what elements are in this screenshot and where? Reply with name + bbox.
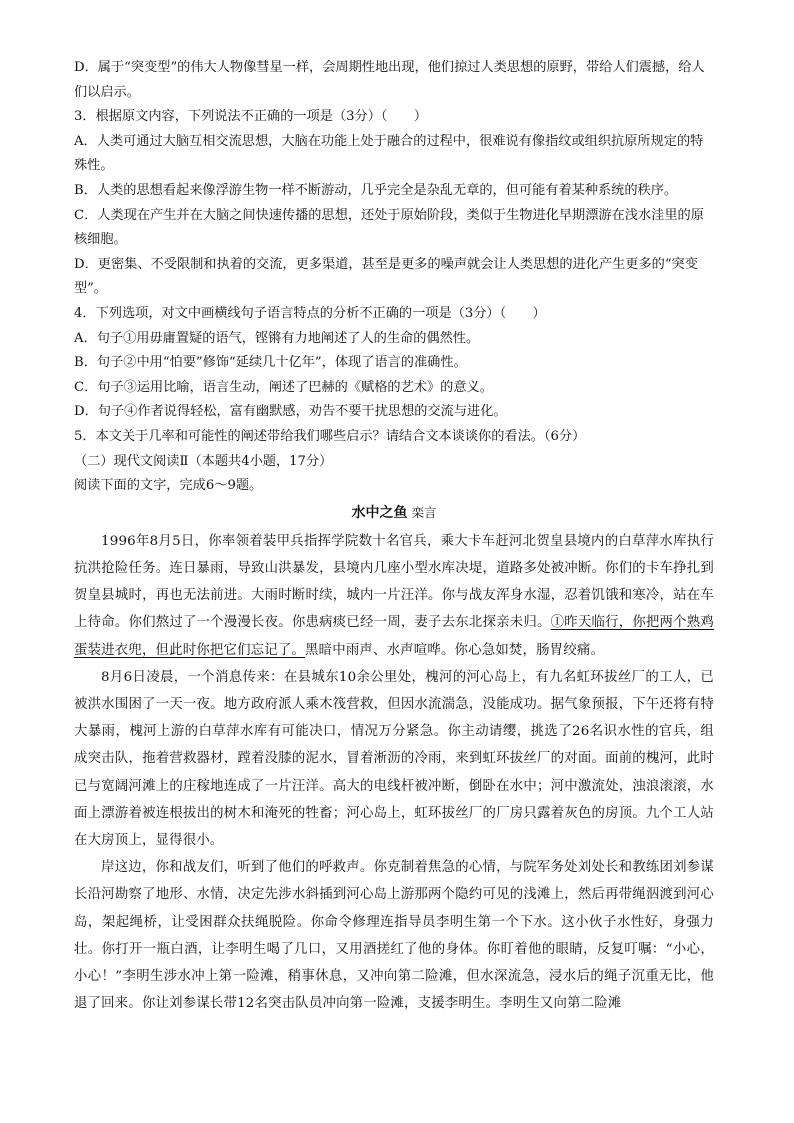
story-p1-text: 1996年8月5日，你率领着装甲兵指挥学院数十名官兵，乘大卡车赶河北贺皇县境内的白草萍水库执行抗洪抢险任务。连日暴雨，导致山洪暴发，县境内几座小型水库决堤，道路多处被冲断。你们的卡车挣扎到贺皇县城时，再也无法前进。大雨时断时续，城内一片汪洋。你与战友浑身水湿，忍着饥饿和寒冷，站在车上待命。你们熬过了一个漫漫长夜。你患病痰已经一周，妻子去东北探亲未归。 — [74, 533, 714, 631]
q2-option-d: D．属于“突变型”的伟大人物像彗星一样，会周期性地出现，他们掠过人类思想的原野，带给人们震撼，给人们以启示。 — [74, 60, 705, 100]
story-paragraph-1 — [74, 528, 714, 664]
story-title: 水中之鱼 — [351, 504, 408, 521]
story-paragraph-2: 8月6日凌晨，一个消息传来：在县城东10余公里处，槐河的河心岛上，有九名虹环拔丝厂的工人，已被洪水围困了一天一夜。地方政府派人乘木筏营救，但因水流湍急，没能成功。据气象预报，下午还将有特大暴雨，槐河上游的白草萍水库有可能决口，情况万分紧急。你主动请缨，挑选了26名识水性的官兵，组成突击队，拖着营救器材，蹚着没膝的泥水，冒着淅沥的冷雨，来到虹环拔丝厂的对面。面前的槐河，此时已与宽阔河滩上的庄稼地连成了一片汪洋。高大的电线杆被冲断，倒卧在水中；河中激流处，浊浪滚滚，水面上漂游着被连根拔出的树木和淹死的牲畜；河心岛上，虹环拔丝厂的厂房只露着灰色的房顶。九个工人站在大房顶上，显得很小。 — [74, 669, 714, 848]
q4-option-b: B．句子②中用“怕要”修饰“延续几十亿年”，体现了语言的准确性。 — [74, 355, 467, 371]
q4-option-d: D．句子④作者说得轻松，富有幽默感，劝告不要干扰思想的交流与进化。 — [74, 404, 507, 420]
q4-option-a: A．句子①用毋庸置疑的语气，铿锵有力地阐述了人的生命的偶然性。 — [74, 330, 480, 346]
q4-option-c: C．句子③运用比喻，语言生动，阐述了巴赫的《赋格的艺术》的意义。 — [74, 379, 493, 395]
section-heading: （二）现代文阅读Ⅱ（本题共4小题，17分） — [74, 453, 333, 469]
underlined-sentence-1: ①昨天临行，你把两个熟鸡蛋装进衣兜，但此时你把它们忘记了。 — [74, 615, 714, 658]
story-author: 栾言 — [411, 504, 437, 520]
q3-option-c: C．人类现在产生并在大脑之间快速传播的思想，还处于原始阶段，类似于生物进化早期漂游在浅水洼里的原核细胞。 — [74, 207, 704, 248]
story-paragraph-3: 岸这边，你和战友们，听到了他们的呼救声。你克制着焦急的心情，与院军务处刘处长和教练团刘参谋长沿河勘察了地形、水情，决定先涉水斜插到河心岛上游那两个隐约可见的浅滩上，然后再带绳泅渡到河心岛，架起绳桥，让受困群众扶绳脱险。你命令修理连指导员李明生第一个下水。这小伙子水性好，身强力壮。你打开一瓶白酒，让李明生喝了几口，又用酒搓红了他的身体。你盯着他的眼睛，反复叮嘱：“小心，小心！”李明生涉水冲上第一险滩，稍事休息，又冲向第二险滩，但水深流急，浸水后的绳子沉重无比，他退了回来。你让刘参谋长带12名突击队员冲向第一险滩，支援李明生。李明生又向第二险滩 — [74, 860, 714, 1012]
q3-option-d: D．更密集、不受限制和执着的交流，更多渠道，甚至是更多的噪声就会让人类思想的进化产生更多的“突变型”。 — [74, 256, 698, 297]
story-title-line — [74, 500, 714, 526]
q3-stem: 3．根据原文内容，下列说法不正确的一项是（3分）（ ） — [74, 109, 428, 125]
section-instruction: 阅读下面的文字，完成6～9题。 — [74, 478, 263, 494]
q4-stem: 4．下列选项，对文中画横线句子语言特点的分析不正确的一项是（3分）（ ） — [74, 305, 546, 321]
story-p1-text-after: 黑暗中雨声、水声喧哗。你心急如焚，肠胃绞痛。 — [305, 642, 605, 658]
q5-stem: 5．本文关于几率和可能性的阐述带给我们哪些启示？请结合文本谈谈你的看法。（6分） — [74, 428, 586, 444]
q3-option-b: B．人类的思想看起来像浮游生物一样不断游动，几乎完全是杂乱无章的，但可能有着某种系统的秩序。 — [74, 182, 678, 198]
q3-option-a: A．人类可通过大脑互相交流思想，大脑在功能上处于融合的过程中，很难说有像指纹或组织抗原所规定的特殊性。 — [74, 133, 704, 174]
